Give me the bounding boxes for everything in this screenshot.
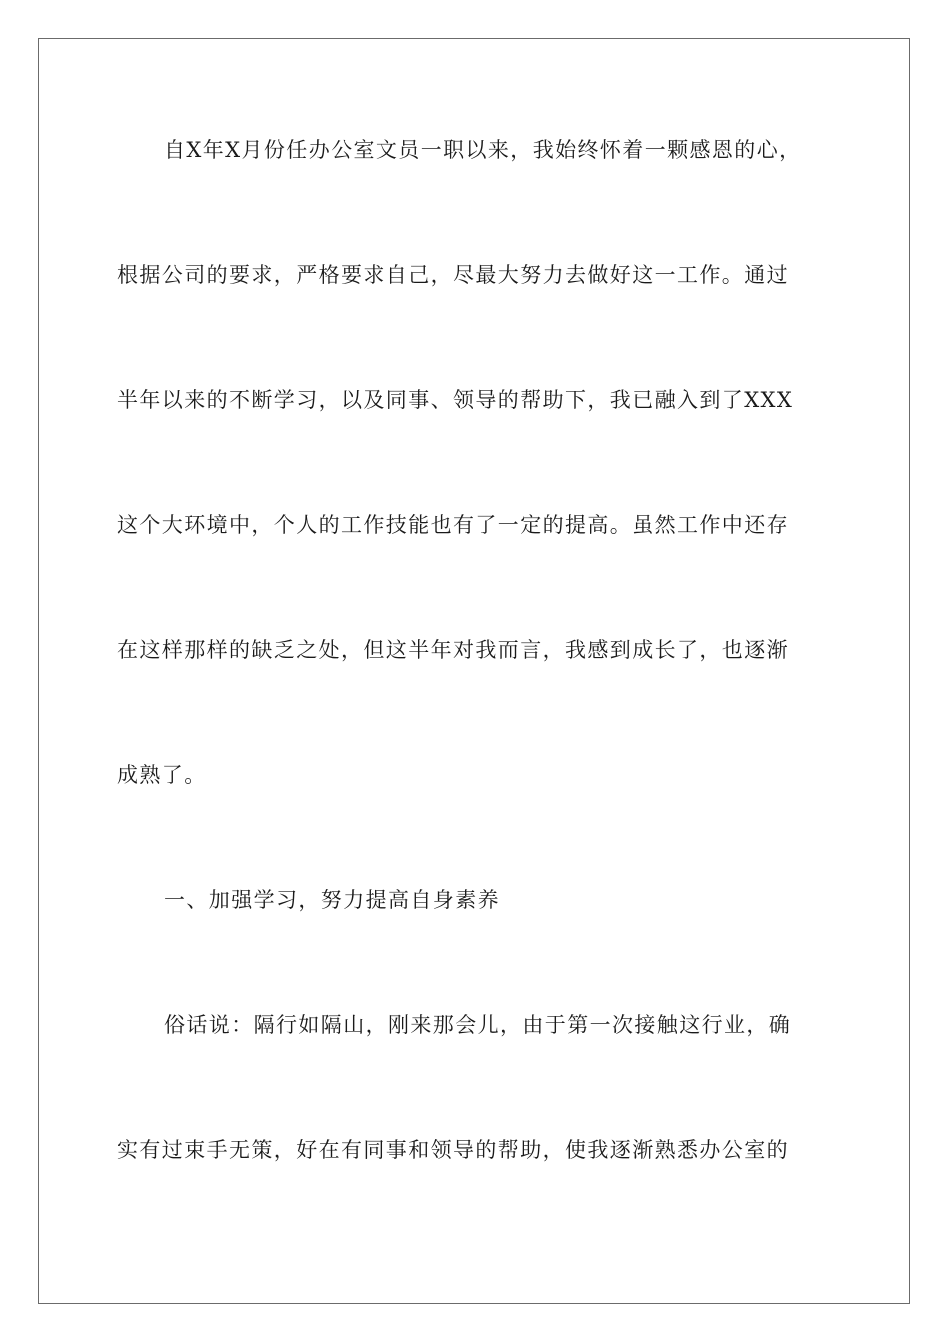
page-frame: [38, 38, 910, 1304]
paragraph-1-line-3: 半年以来的不断学习，以及同事、领导的帮助下，我已融入到了XXX: [117, 388, 794, 412]
paragraph-1-line-4: 这个大环境中，个人的工作技能也有了一定的提高。虽然工作中还存: [117, 513, 789, 537]
paragraph-2-line-2: 实有过束手无策，好在有同事和领导的帮助，使我逐渐熟悉办公室的: [117, 1138, 789, 1162]
paragraph-1-line-1: 自X年X月份任办公室文员一职以来，我始终怀着一颗感恩的心，: [164, 138, 802, 162]
paragraph-1-line-6: 成熟了。: [117, 763, 207, 787]
paragraph-1-line-5: 在这样那样的缺乏之处，但这半年对我而言，我感到成长了，也逐渐: [117, 638, 789, 662]
paragraph-1-line-2: 根据公司的要求，严格要求自己，尽最大努力去做好这一工作。通过: [117, 263, 789, 287]
section-heading: 一、加强学习，努力提高自身素养: [164, 888, 500, 912]
paragraph-2-line-1: 俗话说：隔行如隔山，刚来那会儿，由于第一次接触这行业，确: [164, 1013, 792, 1037]
